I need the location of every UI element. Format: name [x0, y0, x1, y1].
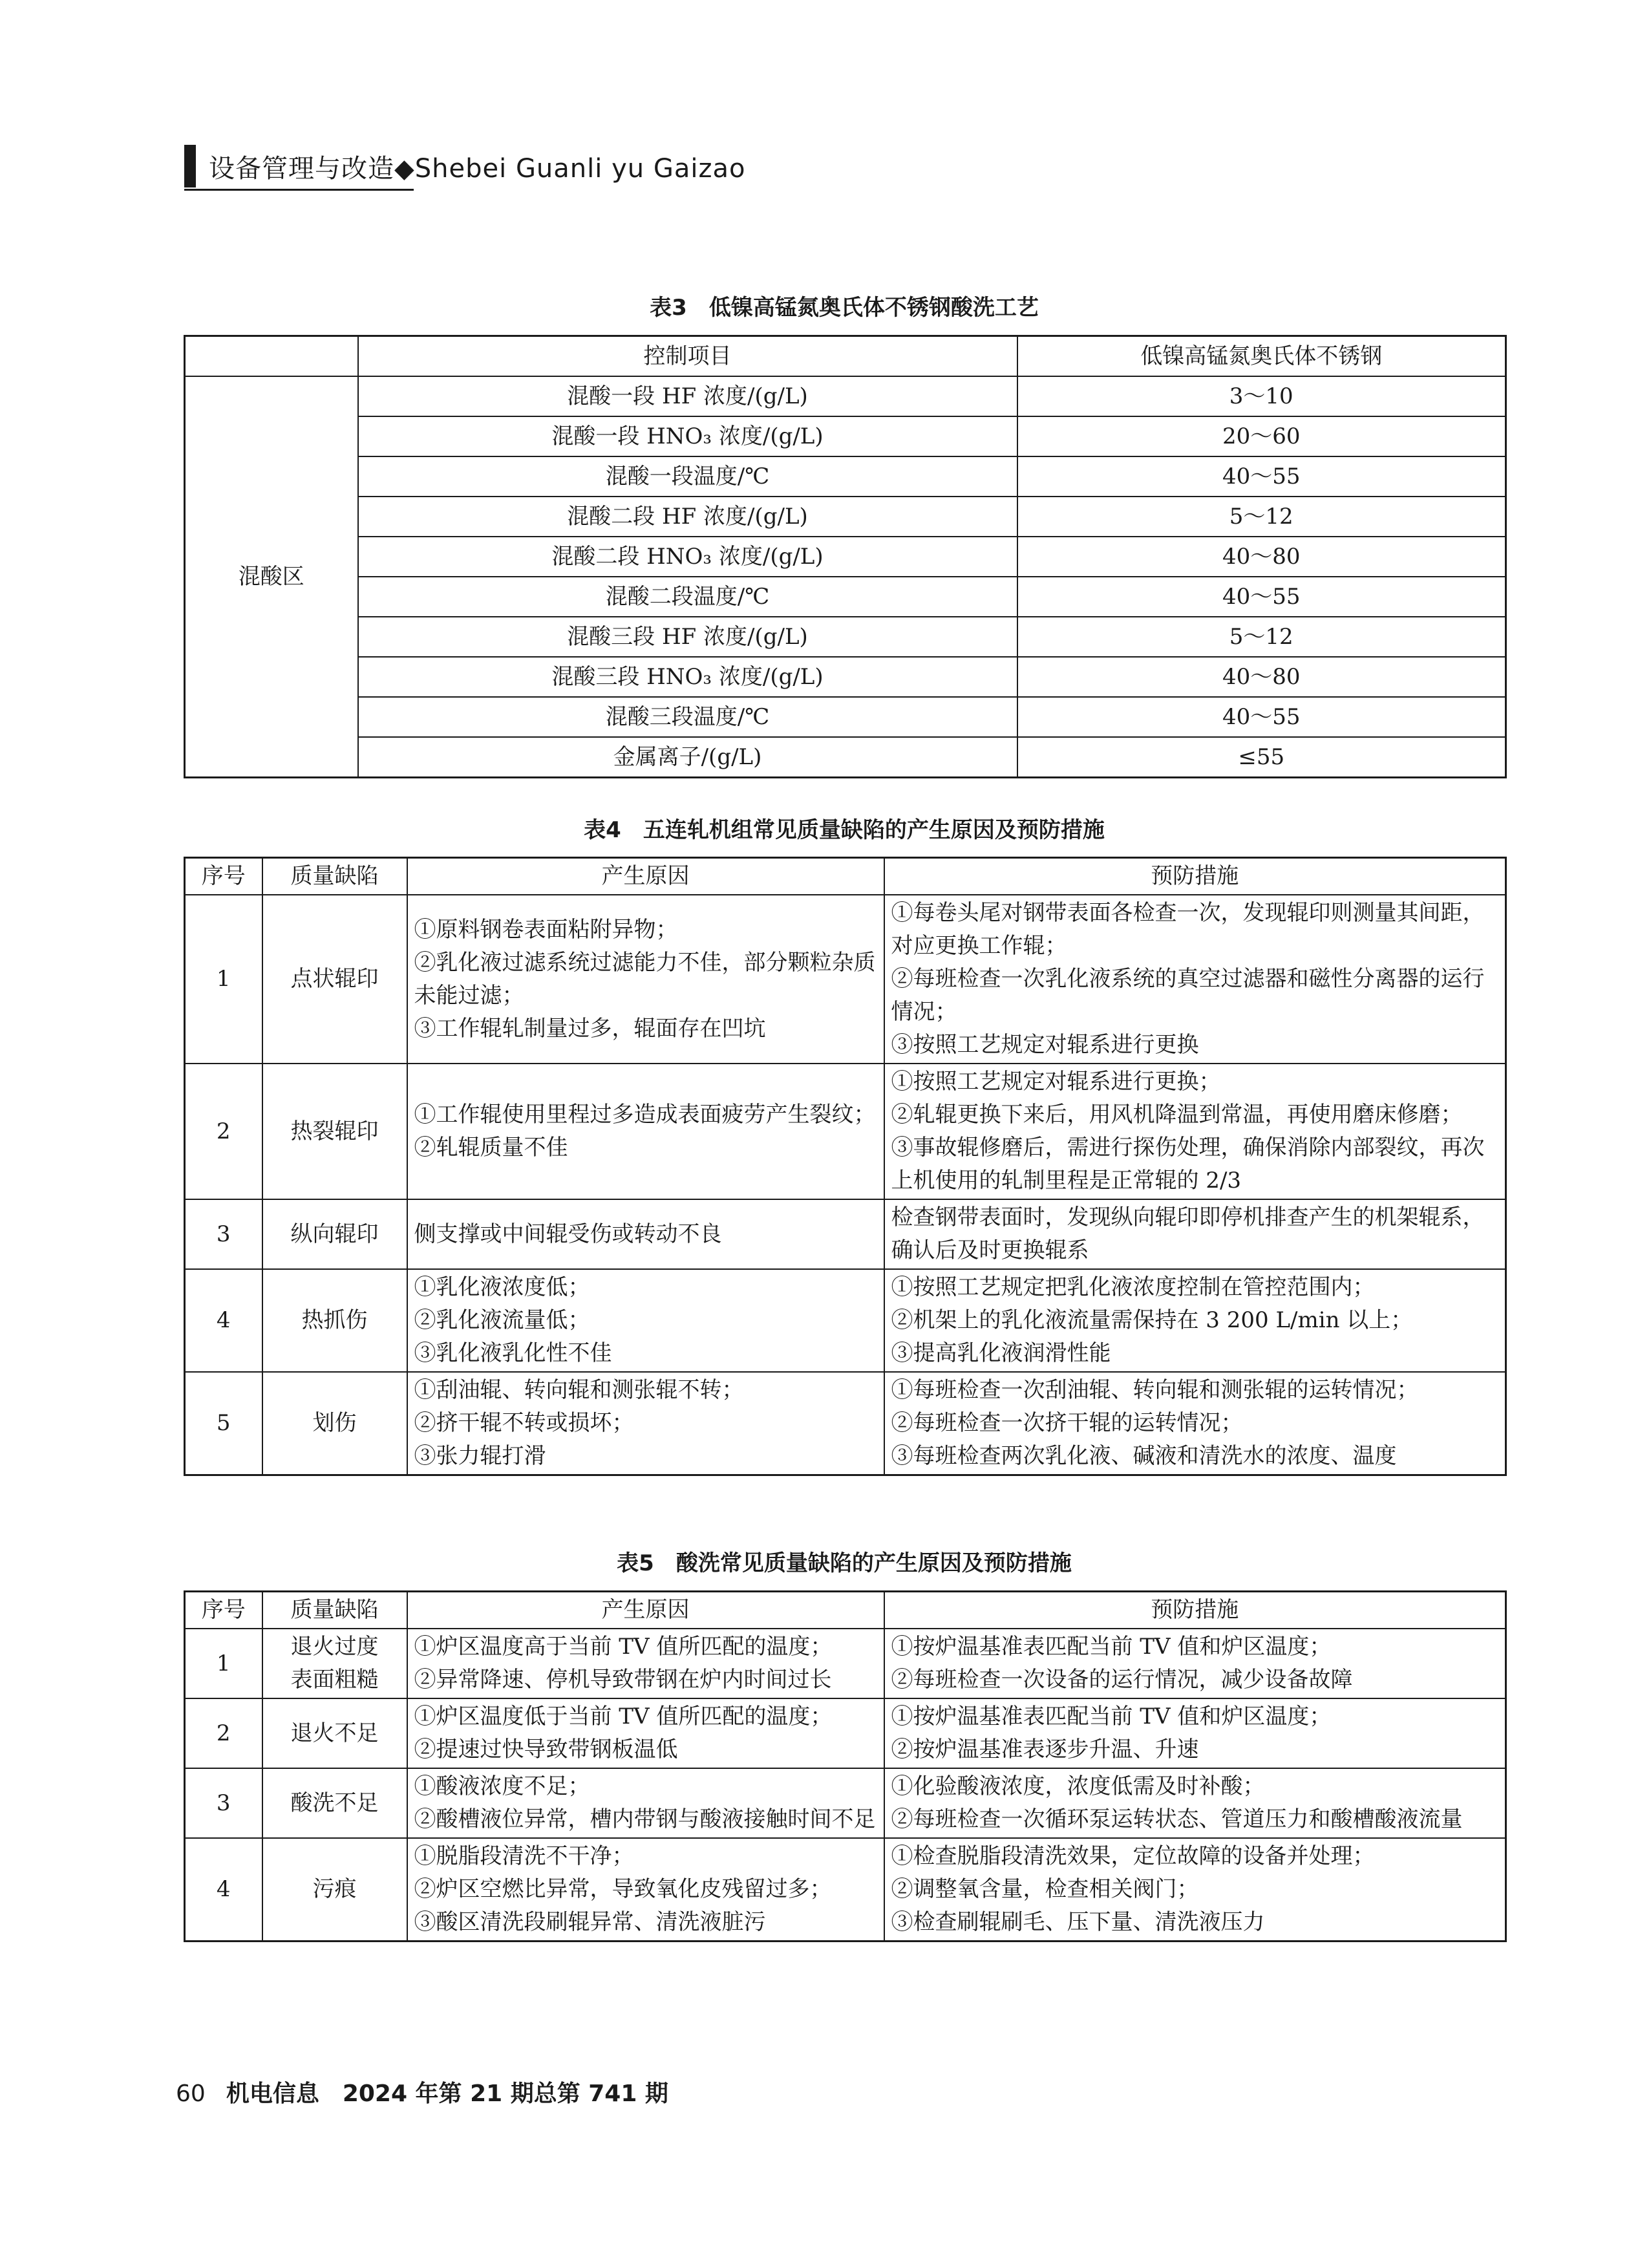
table4-no-cell: 4 — [185, 1269, 262, 1372]
running-header — [184, 144, 745, 189]
table3-value-cell: 5～12 — [1017, 617, 1506, 657]
page-number: 60 — [176, 2081, 206, 2107]
table3-header-row — [185, 336, 1506, 377]
table5-col-header: 产生原因 — [407, 1592, 884, 1629]
table5-defect-cell: 酸洗不足 — [262, 1768, 407, 1838]
table5-defect-cell: 污痕 — [262, 1838, 407, 1942]
table3-row — [185, 657, 1506, 697]
header-text: 设备管理与改造◆Shebei Guanli yu Gaizao — [209, 153, 746, 184]
table4-cause-cell: ①原料钢卷表面粘附异物； ②乳化液过滤系统过滤能力不佳，部分颗粒杂质未能过滤； ③工作辊轧制量过多，辊面存在凹坑 — [407, 895, 884, 1064]
table3-value-cell: ≤55 — [1017, 737, 1506, 778]
table4-defect-cell: 点状辊印 — [262, 895, 407, 1064]
table3-value-cell: 40～55 — [1017, 697, 1506, 737]
table3-value-cell: 3～10 — [1017, 376, 1506, 416]
table3-item-cell: 混酸二段 HF 浓度/(g/L) — [358, 497, 1017, 537]
table3-item-cell: 混酸三段 HF 浓度/(g/L) — [358, 617, 1017, 657]
table4-measure-cell: ①每班检查一次刮油辊、转向辊和测张辊的运转情况； ②每班检查一次挤干辊的运转情况； ③每班检查两次乳化液、碱液和清洗水的浓度、温度 — [884, 1372, 1506, 1475]
table4-header-row — [185, 858, 1506, 895]
table4-measure-cell: ①按照工艺规定把乳化液浓度控制在管控范围内； ②机架上的乳化液流量需保持在 3 200 L/min 以上； ③提高乳化液润滑性能 — [884, 1269, 1506, 1372]
table3-row — [185, 617, 1506, 657]
table5-measure-cell: ①化验酸液浓度，浓度低需及时补酸； ②每班检查一次循环泵运转状态、管道压力和酸槽酸液流量 — [884, 1768, 1506, 1838]
table4-no-cell: 1 — [185, 895, 262, 1064]
table4-row — [185, 1269, 1506, 1372]
table4-defect-cell: 纵向辊印 — [262, 1199, 407, 1269]
table3-col-header: 控制项目 — [358, 336, 1017, 377]
table3-value-cell: 40～80 — [1017, 537, 1506, 577]
table3-row — [185, 456, 1506, 497]
table5-no-cell: 4 — [185, 1838, 262, 1942]
header-bar — [184, 145, 196, 187]
table5-measure-cell: ①按炉温基准表匹配当前 TV 值和炉区温度； ②按炉温基准表逐步升温、升速 — [884, 1698, 1506, 1768]
table5-cause-cell: ①酸液浓度不足； ②酸槽液位异常，槽内带钢与酸液接触时间不足 — [407, 1768, 884, 1838]
table3-col-header — [185, 336, 358, 377]
table4-measure-cell: 检查钢带表面时，发现纵向辊印即停机排查产生的机架辊系，确认后及时更换辊系 — [884, 1199, 1506, 1269]
table4-row — [185, 1064, 1506, 1199]
table3-value-cell: 40～55 — [1017, 456, 1506, 497]
table5-col-header: 序号 — [185, 1592, 262, 1629]
table3-value-cell: 40～80 — [1017, 657, 1506, 697]
table3 — [184, 335, 1507, 778]
table3-row — [185, 376, 1506, 416]
table5-row — [185, 1698, 1506, 1768]
table3-row — [185, 497, 1506, 537]
table3-item-cell: 混酸一段 HF 浓度/(g/L) — [358, 376, 1017, 416]
table5-measure-cell: ①检查脱脂段清洗效果，定位故障的设备并处理； ②调整氧含量，检查相关阀门； ③检查刷辊刷毛、压下量、清洗液压力 — [884, 1838, 1506, 1942]
table5 — [184, 1590, 1507, 1942]
table3-col-header: 低镍高锰氮奥氏体不锈钢 — [1017, 336, 1506, 377]
table3-value-cell: 5～12 — [1017, 497, 1506, 537]
table4-row — [185, 895, 1506, 1064]
table5-caption: 表5 酸洗常见质量缺陷的产生原因及预防措施 — [617, 1550, 1072, 1576]
table3-value-cell: 20～60 — [1017, 416, 1506, 456]
table4-measure-cell: ①按照工艺规定对辊系进行更换； ②轧辊更换下来后，用风机降温到常温，再使用磨床修磨； ③事故辊修磨后，需进行探伤处理，确保消除内部裂纹，再次上机使用的轧制里程是正常辊的 2/3 — [884, 1064, 1506, 1199]
table5-col-header: 预防措施 — [884, 1592, 1506, 1629]
table5-no-cell: 2 — [185, 1698, 262, 1768]
table4-defect-cell: 热抓伤 — [262, 1269, 407, 1372]
table4-row — [185, 1372, 1506, 1475]
table3-item-cell: 混酸三段 HNO₃ 浓度/(g/L) — [358, 657, 1017, 697]
table5-defect-cell: 退火过度 表面粗糙 — [262, 1629, 407, 1698]
table4 — [184, 857, 1507, 1476]
table3-row — [185, 737, 1506, 778]
table3-item-cell: 混酸一段 HNO₃ 浓度/(g/L) — [358, 416, 1017, 456]
table3-row — [185, 697, 1506, 737]
table5-no-cell: 3 — [185, 1768, 262, 1838]
table4-defect-cell: 热裂辊印 — [262, 1064, 407, 1199]
table5-row — [185, 1629, 1506, 1698]
table3-item-cell: 金属离子/(g/L) — [358, 737, 1017, 778]
table4-row — [185, 1199, 1506, 1269]
header-rule — [184, 189, 414, 191]
table3-row — [185, 416, 1506, 456]
table4-cause-cell: ①工作辊使用里程过多造成表面疲劳产生裂纹； ②轧辊质量不佳 — [407, 1064, 884, 1199]
table4-no-cell: 5 — [185, 1372, 262, 1475]
table3-item-cell: 混酸二段 HNO₃ 浓度/(g/L) — [358, 537, 1017, 577]
table4-col-header: 预防措施 — [884, 858, 1506, 895]
page-footer — [176, 2075, 668, 2108]
table3-item-cell: 混酸一段温度/℃ — [358, 456, 1017, 497]
table5-no-cell: 1 — [185, 1629, 262, 1698]
table3-value-cell: 40～55 — [1017, 577, 1506, 617]
journal-info: 机电信息 2024 年第 21 期总第 741 期 — [226, 2081, 668, 2107]
table4-defect-cell: 划伤 — [262, 1372, 407, 1475]
table3-zone-cell: 混酸区 — [185, 376, 358, 778]
table5-row — [185, 1768, 1506, 1838]
table4-caption: 表4 五连轧机组常见质量缺陷的产生原因及预防措施 — [584, 817, 1105, 843]
table4-col-header: 序号 — [185, 858, 262, 895]
table3-item-cell: 混酸二段温度/℃ — [358, 577, 1017, 617]
table5-defect-cell: 退火不足 — [262, 1698, 407, 1768]
table4-col-header: 质量缺陷 — [262, 858, 407, 895]
table4-cause-cell: ①乳化液浓度低； ②乳化液流量低； ③乳化液乳化性不佳 — [407, 1269, 884, 1372]
table3-item-cell: 混酸三段温度/℃ — [358, 697, 1017, 737]
table5-row — [185, 1838, 1506, 1942]
table4-col-header: 产生原因 — [407, 858, 884, 895]
table5-col-header: 质量缺陷 — [262, 1592, 407, 1629]
table4-cause-cell: ①刮油辊、转向辊和测张辊不转； ②挤干辊不转或损坏； ③张力辊打滑 — [407, 1372, 884, 1475]
table5-measure-cell: ①按炉温基准表匹配当前 TV 值和炉区温度； ②每班检查一次设备的运行情况，减少设备故障 — [884, 1629, 1506, 1698]
table4-measure-cell: ①每卷头尾对钢带表面各检查一次，发现辊印则测量其间距，对应更换工作辊； ②每班检查一次乳化液系统的真空过滤器和磁性分离器的运行情况； ③按照工艺规定对辊系进行更换 — [884, 895, 1506, 1064]
table5-cause-cell: ①炉区温度高于当前 TV 值所匹配的温度； ②异常降速、停机导致带钢在炉内时间过长 — [407, 1629, 884, 1698]
table5-cause-cell: ①炉区温度低于当前 TV 值所匹配的温度； ②提速过快导致带钢板温低 — [407, 1698, 884, 1768]
table3-caption: 表3 低镍高锰氮奥氏体不锈钢酸洗工艺 — [650, 295, 1039, 321]
table3-row — [185, 537, 1506, 577]
table4-cause-cell: 侧支撑或中间辊受伤或转动不良 — [407, 1199, 884, 1269]
table3-row — [185, 577, 1506, 617]
table5-header-row — [185, 1592, 1506, 1629]
table4-no-cell: 3 — [185, 1199, 262, 1269]
table4-no-cell: 2 — [185, 1064, 262, 1199]
table5-cause-cell: ①脱脂段清洗不干净； ②炉区空燃比异常，导致氧化皮残留过多； ③酸区清洗段刷辊异常、清洗液脏污 — [407, 1838, 884, 1942]
